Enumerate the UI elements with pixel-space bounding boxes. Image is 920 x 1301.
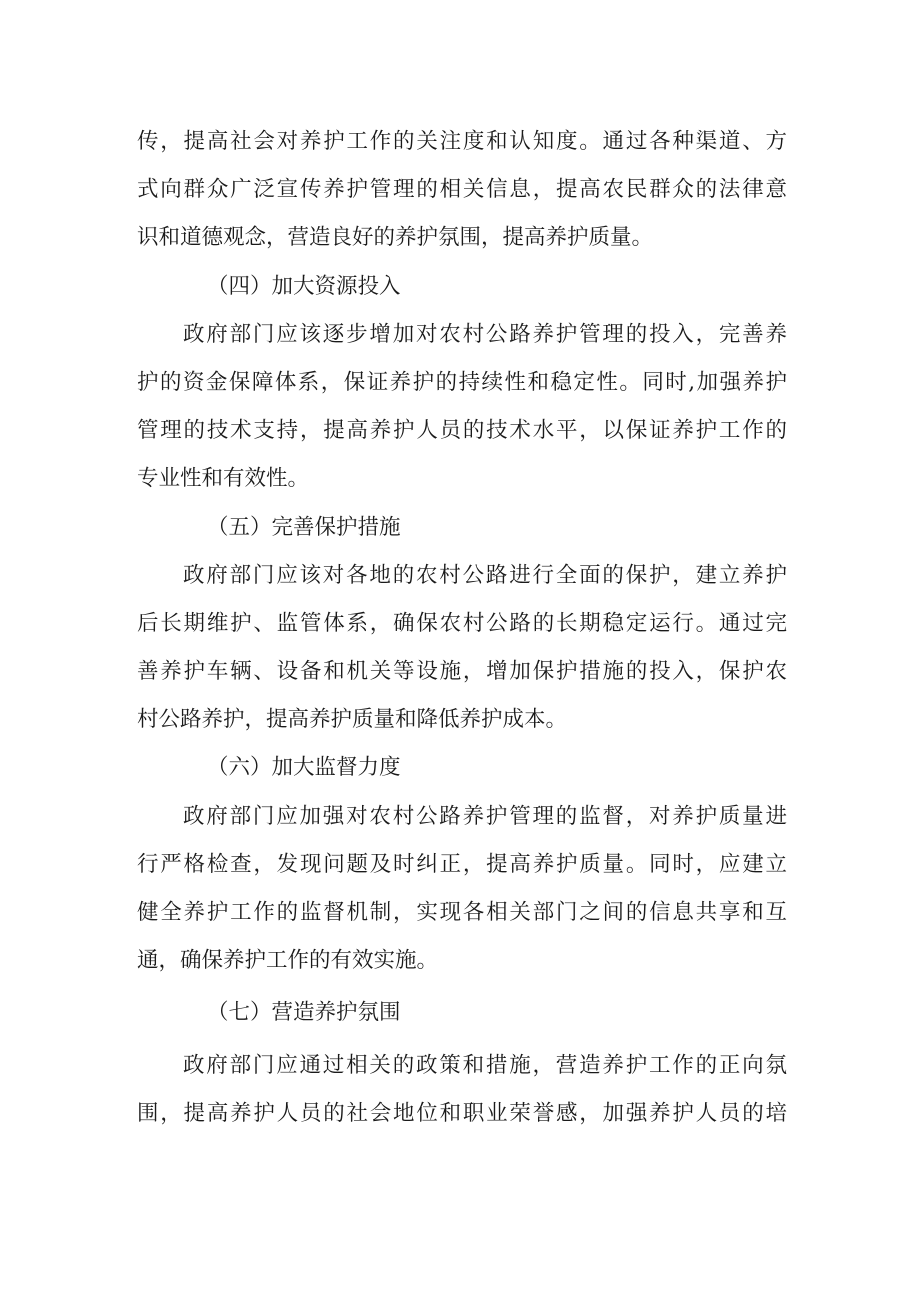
text-line: 健全养护工作的监督机制，实现各相关部门之间的信息共享和互 [137, 900, 787, 925]
text-line: 识和道德观念，营造良好的养护氛围，提高养护质量。 [137, 225, 654, 251]
body-paragraph [137, 311, 787, 504]
document-page [137, 118, 787, 1138]
text-line: 政府部门应该逐步增加对农村公路养护管理的投入，完善养 [183, 321, 787, 347]
section-heading: （六）加大监督力度 [207, 755, 401, 781]
text-line: 护的资金保障体系，保证养护的持续性和稳定性。同时,加强养护 [137, 369, 787, 395]
section-heading: （五）完善保护措施 [207, 514, 401, 540]
body-paragraph [137, 552, 787, 745]
text-line: 后长期维护、监管体系，确保农村公路的长期稳定运行。通过完 [137, 610, 787, 636]
text-line: 围，提高养护人员的社会地位和职业荣誉感，加强养护人员的培 [137, 1100, 787, 1126]
text-line: 管理的技术支持，提高养护人员的技术水平，以保证养护工作的 [137, 418, 787, 444]
text-line: 政府部门应加强对农村公路养护管理的监督，对养护质量进 [183, 803, 787, 829]
text-line: 通，确保养护工作的有效实施。 [137, 948, 439, 974]
text-line: 传，提高社会对养护工作的关注度和认知度。通过各种渠道、方 [137, 129, 787, 154]
body-paragraph [137, 1042, 787, 1138]
text-line: 行严格检查，发现问题及时纠正，提高养护质量。同时，应建立 [137, 851, 787, 877]
text-line: 专业性和有效性。 [137, 466, 310, 492]
text-line: 政府部门应该对各地的农村公路进行全面的保护，建立养护 [183, 562, 787, 588]
text-line: 村公路养护，提高养护质量和降低养护成本。 [137, 707, 568, 733]
section-heading: （七）营造养护氛围 [207, 1000, 401, 1026]
body-paragraph [137, 118, 787, 263]
text-line: 政府部门应通过相关的政策和措施，营造养护工作的正向氛 [183, 1052, 787, 1078]
section-heading: （四）加大资源投入 [207, 273, 401, 299]
text-line: 式向群众广泛宣传养护管理的相关信息，提高农民群众的法律意 [137, 177, 787, 203]
body-paragraph [137, 793, 787, 986]
text-line: 善养护车辆、设备和机关等设施，增加保护措施的投入，保护农 [137, 659, 787, 685]
